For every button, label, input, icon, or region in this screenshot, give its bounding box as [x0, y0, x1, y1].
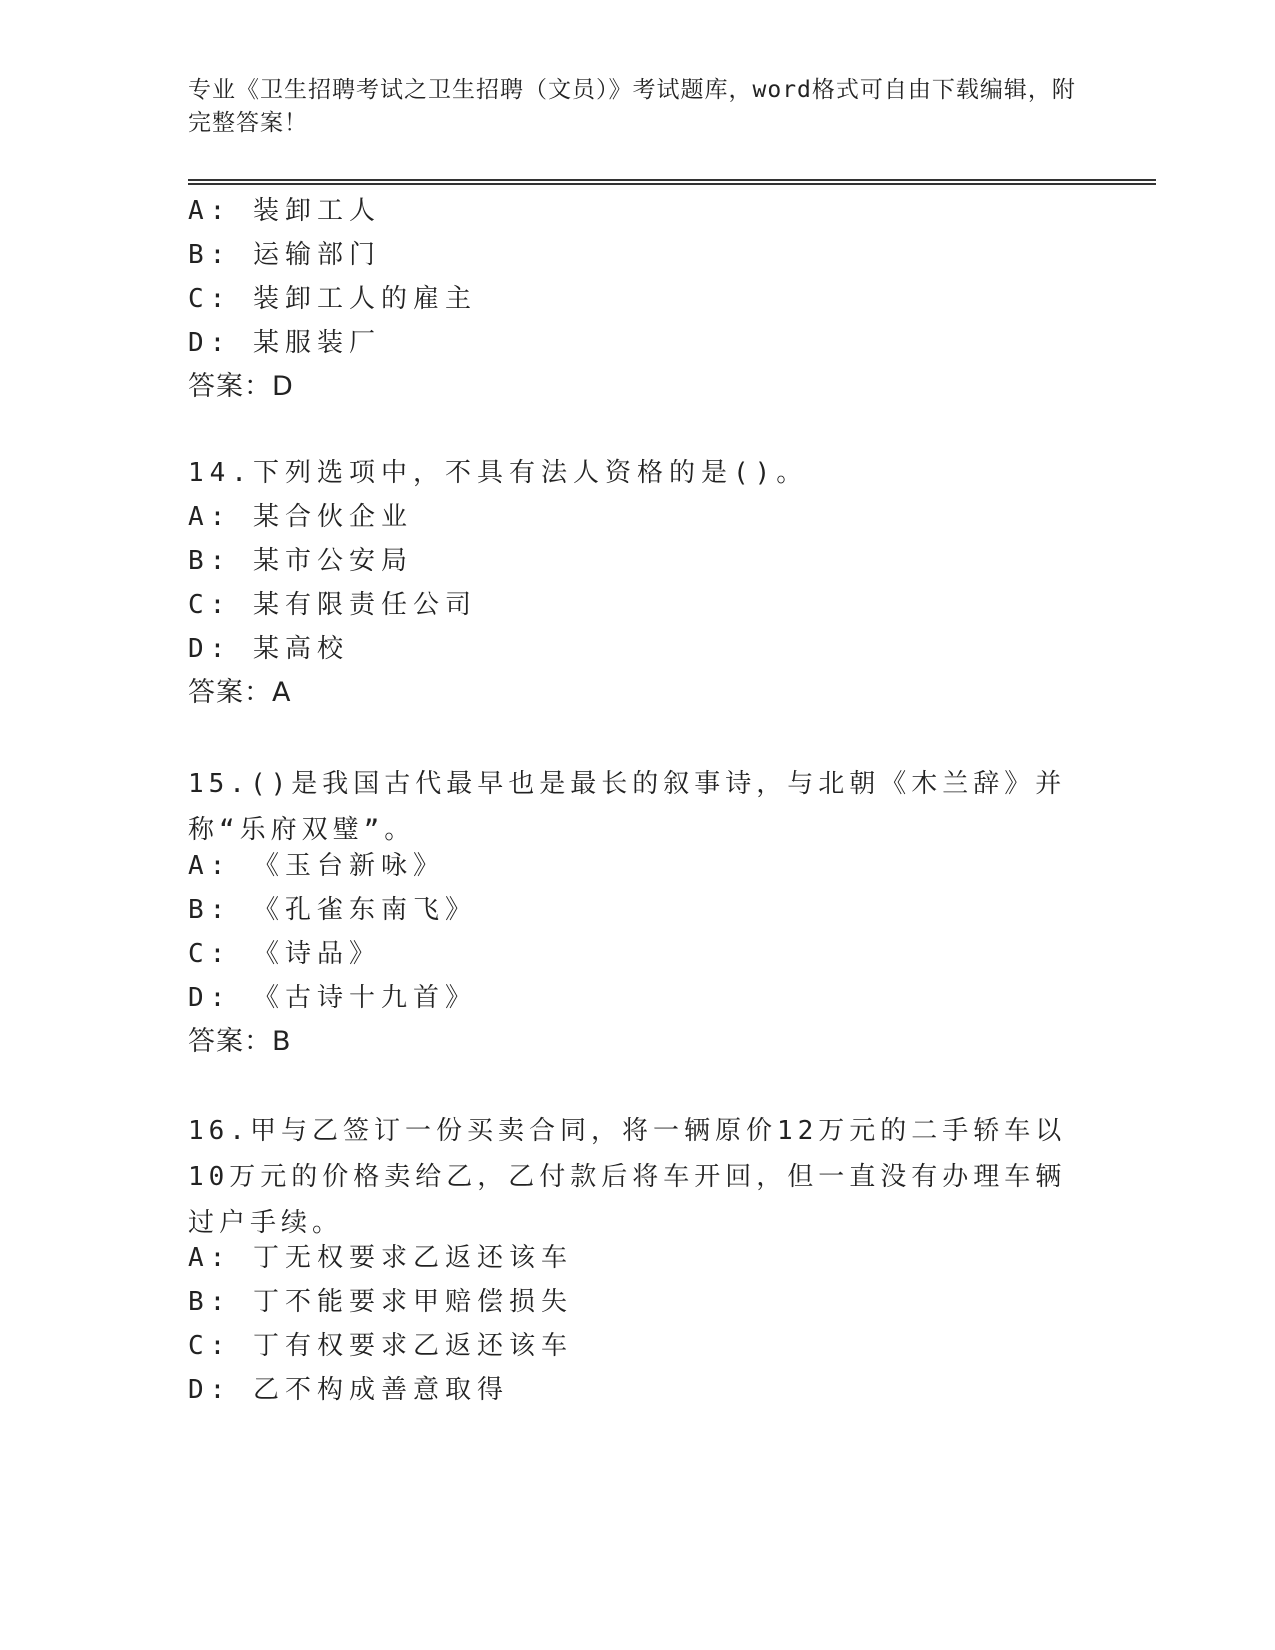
q15-answer: 答案：B — [188, 1026, 292, 1057]
header-divider-bottom — [188, 183, 1156, 185]
q16-option-a: A: 丁无权要求乙返还该车 — [188, 1243, 573, 1273]
q16-option-d: D: 乙不构成善意取得 — [188, 1375, 509, 1405]
q16-option-b: B: 丁不能要求甲赔偿损失 — [188, 1287, 573, 1317]
q15-option-a: A: 《玉台新咏》 — [188, 851, 445, 881]
document-header: 专业《卫生招聘考试之卫生招聘（文员）》考试题库，word格式可自由下载编辑，附完整答案！ — [188, 77, 1076, 136]
q16-title: 16.甲与乙签订一份买卖合同，将一辆原价12万元的二手轿车以10万元的价格卖给乙，乙付款后将车开回，但一直没有办理车辆过户手续。 — [188, 1116, 1067, 1238]
q14-option-c: C: 某有限责任公司 — [188, 590, 477, 620]
q13-option-b: B: 运输部门 — [188, 240, 381, 270]
q14-option-a: A: 某合伙企业 — [188, 502, 413, 532]
q13-option-a: A: 装卸工人 — [188, 196, 381, 226]
q14-answer: 答案：A — [188, 677, 292, 708]
q13-answer: 答案：D — [188, 371, 294, 402]
q14-option-d: D: 某高校 — [188, 634, 349, 664]
q15-option-d: D: 《古诗十九首》 — [188, 983, 477, 1013]
q13-option-c: C: 装卸工人的雇主 — [188, 284, 477, 314]
q15-option-b: B: 《孔雀东南飞》 — [188, 895, 477, 925]
q15-option-c: C: 《诗品》 — [188, 939, 381, 969]
q13-option-d: D: 某服装厂 — [188, 328, 381, 358]
header-divider-top — [188, 179, 1156, 181]
q14-title: 14.下列选项中，不具有法人资格的是()。 — [188, 458, 809, 488]
q15-title: 15.()是我国古代最早也是最长的叙事诗，与北朝《木兰辞》并称“乐府双璧”。 — [188, 769, 1067, 845]
q14-option-b: B: 某市公安局 — [188, 546, 413, 576]
q16-option-c: C: 丁有权要求乙返还该车 — [188, 1331, 573, 1361]
